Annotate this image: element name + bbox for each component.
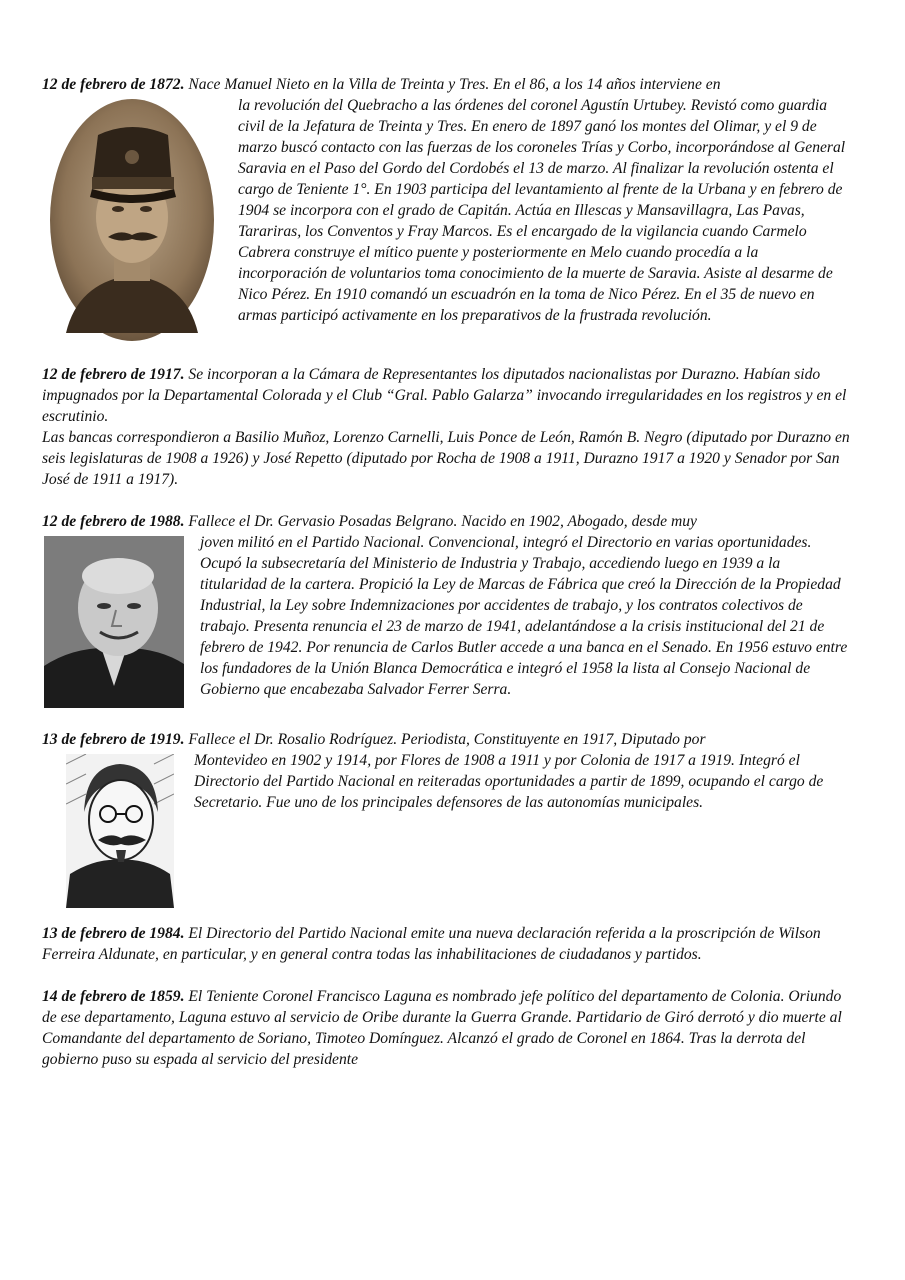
- entry-text: Nace Manuel Nieto en la Villa de Treinta y Tres. En el 86, a los 14 años interviene en: [188, 76, 721, 93]
- portrait-manuel-nieto: [48, 97, 216, 343]
- entry-text: Fallece el Dr. Rosalio Rodríguez. Periodista, Constituyente en 1917, Diputado por: [188, 731, 706, 748]
- entry-1859: [42, 986, 850, 1070]
- entry-1984: [42, 923, 850, 965]
- entry-date: 13 de febrero de 1984.: [42, 925, 185, 942]
- portrait-rosalio-rodriguez: [66, 754, 174, 908]
- entry-text-body: joven militó en el Partido Nacional. Convencional, integró el Directorio en varias oportunidades. Ocupó la subsecretaría del Ministerio de Industria y Trabajo, accediendo luego en 1939 a la titularidad de la cartera. Propició la Ley de Marcas de Fábrica que creó la Dirección de la Propiedad Industrial, la Ley sobre Indemnizaciones por accidentes de trabajo, y los contratos colectivos de trabajo. Presenta renuncia el 23 de marzo de 1941, adelantándose a la crisis institucional del 21 de febrero de 1942. Por renuncia de Carlos Butler accede a una banca en el Senado. En 1956 estuvo entre los fundadores de la Unión Blanca Democrática e integró el 1958 la lista al Consejo Nacional de Gobierno que encabezaba Salvador Ferrer Serra.: [200, 534, 848, 698]
- entry-1988: [42, 511, 850, 708]
- entry-paragraph-2: Las bancas correspondieron a Basilio Muñoz, Lorenzo Carnelli, Luis Ponce de León, Ramón B. Negro (diputado por Durazno en seis legislaturas de 1908 a 1926) y José Repetto (diputado por Rocha de 1908 a 1911, Durazno 1917 a 1920 y Senador por San José de 1911 a 1917).: [42, 429, 850, 488]
- entry-paragraph: [42, 986, 850, 1070]
- entry-1872: [42, 74, 850, 343]
- entry-text: Fallece el Dr. Gervasio Posadas Belgrano. Nacido en 1902, Abogado, desde muy: [188, 513, 697, 530]
- entry-paragraph: [42, 923, 850, 965]
- entry-date: 12 de febrero de 1988.: [42, 513, 185, 530]
- entry-1917: [42, 364, 850, 490]
- entry-text-body: la revolución del Quebracho a las órdenes del coronel Agustín Urtubey. Revistó como guardia civil de la Jefatura de Treinta y Tres. En enero de 1897 ganó los montes del Olimar, y el 9 de marzo buscó contacto con las fuerzas de los coroneles Trías y Corbo, incorporándose al General Saravia en el Paso del Gordo del Cordobés el 13 de marzo. Al finalizar la revolución ostenta el cargo de Teniente 1°. En 1903 participa del levantamiento al frente de la Urbana y en febrero de 1904 se incorpora con el grado de Capitán. Actúa en Illescas y Mansavillagra, Las Pavas, Tarariras, los Conventos y Fray Marcos. Es el encargado de la vigilancia cuando Carmelo Cabrera construye el mítico puente y posteriormente en Melo cuando procedía a la incorporación de voluntarios toma conocimiento de la muerte de Saravia. Asiste al desarme de Nico Pérez. En 1910 comandó un escuadrón en la toma de Nico Pérez. En el 35 de nuevo en armas participó activamente en los preparativos de la frustrada revolución.: [238, 97, 846, 324]
- document-page: [42, 74, 850, 1070]
- portrait-gervasio-posadas-belgrano: [44, 536, 184, 708]
- entry-date: 12 de febrero de 1872.: [42, 76, 185, 93]
- entry-date: 14 de febrero de 1859.: [42, 988, 185, 1005]
- entry-text: El Directorio del Partido Nacional emite una nueva declaración referida a la proscripción de Wilson Ferreira Aldunate, en particular, y en general contra todas las inhabilitaciones de ciudadanos y partidos.: [42, 925, 821, 963]
- entry-first-line: [42, 74, 850, 95]
- entry-1919: [42, 729, 850, 908]
- entry-first-line: [42, 729, 850, 750]
- entry-text: Se incorporan a la Cámara de Representantes los diputados nacionalistas por Durazno. Habían sido impugnados por la Departamental Colorada y el Club “Gral. Pablo Galarza” invocando irregularidades en los registros y en el escrutinio.: [42, 366, 847, 425]
- entry-text-body: Montevideo en 1902 y 1914, por Flores de 1908 a 1911 y por Colonia de 1917 a 1919. Integró el Directorio del Partido Nacional en reiteradas oportunidades a partir de 1899, ocupando el cargo de Secretario. Fue uno de los principales defensores de las autonomías municipales.: [194, 752, 824, 811]
- entry-date: 13 de febrero de 1919.: [42, 731, 185, 748]
- entry-date: 12 de febrero de 1917.: [42, 366, 185, 383]
- entry-paragraph: [42, 364, 850, 427]
- entry-first-line: [42, 511, 850, 532]
- entry-text: El Teniente Coronel Francisco Laguna es nombrado jefe político del departamento de Colonia. Oriundo de ese departamento, Laguna estuvo al servicio de Oribe durante la Guerra Grande. Partidario de Giró derrotó y dio muerte al Comandante del departamento de Soriano, Timoteo Domínguez. Alcanzó el grado de Coronel en 1864. Tras la derrota del gobierno puso su espada al servicio del presidente: [42, 988, 842, 1068]
